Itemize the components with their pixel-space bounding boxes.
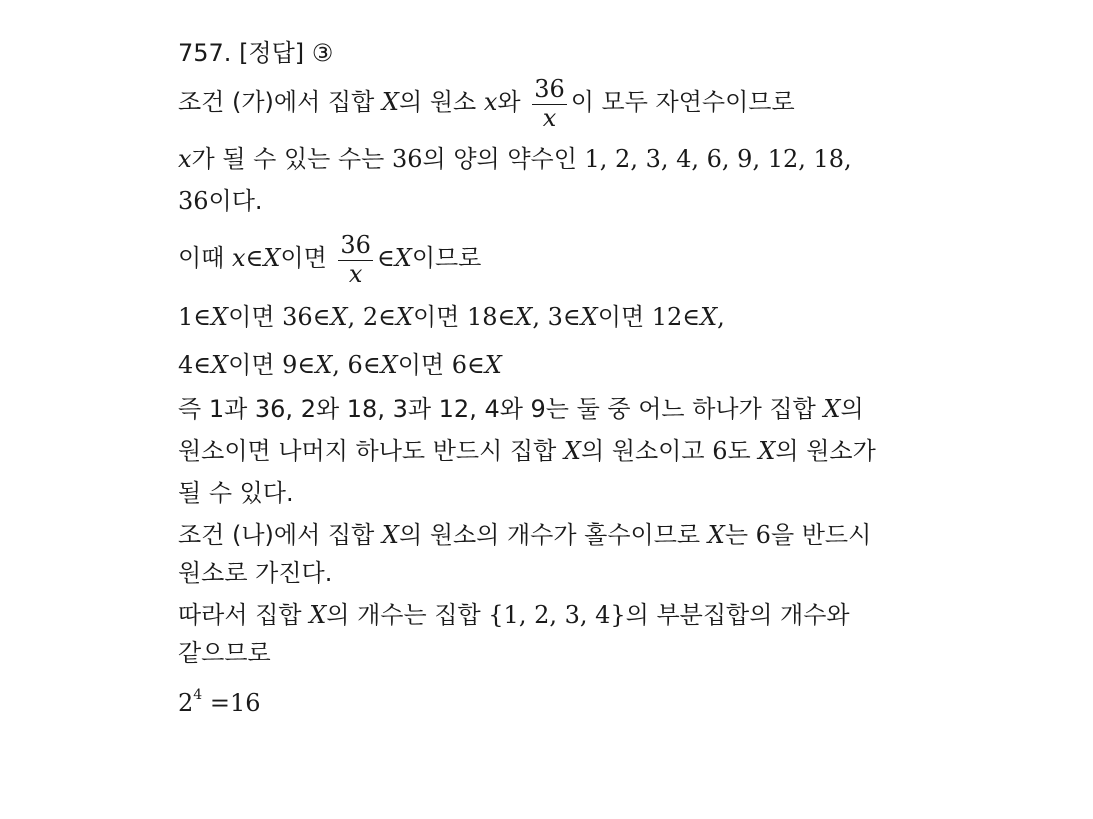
condition-b-line — [178, 520, 938, 550]
var-X: X — [315, 351, 333, 379]
element-of-symbol: ∈ — [376, 244, 395, 272]
var-X: X — [380, 351, 398, 379]
text: 도 — [727, 437, 759, 465]
text: 이면 — [412, 303, 467, 331]
var-X: X — [484, 351, 502, 379]
text: 이면 — [228, 303, 283, 331]
var-X: X — [394, 244, 412, 272]
var-x: x — [483, 88, 498, 116]
divisors-line-end — [178, 186, 938, 216]
explanation-line-3: 될 수 있다. — [178, 479, 294, 507]
math: 6∈ — [347, 351, 381, 379]
fraction-36-over-x — [338, 232, 373, 287]
var-x: x — [178, 145, 192, 173]
solution-document — [178, 38, 938, 718]
text: 따라서 집합 — [178, 601, 310, 629]
pairs-line-1 — [178, 302, 938, 332]
math: 36∈ — [282, 303, 331, 331]
var-X: X — [823, 395, 841, 423]
text: 이다. — [208, 187, 263, 215]
conclusion-line — [178, 600, 938, 630]
set-literal: {1, 2, 3, 4} — [488, 601, 626, 629]
power-base: 2 — [178, 689, 194, 717]
var-X: X — [515, 303, 533, 331]
text: 의 양의 약수인 — [422, 145, 585, 173]
result: =16 — [202, 689, 261, 717]
text: 의 — [840, 395, 864, 423]
number: 6 — [712, 437, 728, 465]
divisor-list: 1, 2, 3, 4, 6, 9, 12, 18, — [584, 145, 852, 173]
fraction-denominator: x — [348, 259, 363, 288]
math: 2∈ — [362, 303, 396, 331]
text: 와 — [497, 88, 529, 116]
var-X: X — [707, 521, 725, 549]
text: 이때 — [178, 244, 232, 272]
var-X: X — [263, 244, 281, 272]
math: 4∈ — [178, 351, 212, 379]
text: 이면 — [280, 244, 335, 272]
var-X: X — [211, 351, 229, 379]
text: 조건 (나)에서 집합 — [178, 521, 382, 549]
var-X: X — [309, 601, 327, 629]
condition-a-line — [178, 74, 938, 130]
var-X: X — [381, 88, 399, 116]
number: 36 — [178, 187, 209, 215]
text: 이면 — [397, 351, 452, 379]
punct: , — [332, 351, 348, 379]
text: 을 반드시 — [770, 521, 872, 549]
text: 가 될 수 있는 수는 — [191, 145, 392, 173]
explanation-line-2 — [178, 436, 938, 466]
var-X: X — [563, 437, 581, 465]
text: 이면 — [228, 351, 283, 379]
math: 12∈ — [651, 303, 701, 331]
text: 이므로 — [411, 244, 482, 272]
fraction-36-over-x — [532, 76, 567, 131]
final-answer — [178, 680, 938, 718]
text: 의 원소이고 — [581, 437, 713, 465]
fraction-numerator: 36 — [340, 230, 371, 259]
text: 조건 (가)에서 집합 — [178, 88, 382, 116]
condition-b-line-end: 원소로 가진다. — [178, 559, 333, 587]
fraction-denominator: x — [542, 103, 557, 132]
text: 이면 — [597, 303, 652, 331]
text: 의 원소가 — [775, 437, 876, 465]
number: 6 — [755, 521, 771, 549]
var-X: X — [395, 303, 413, 331]
text: 의 원소 — [399, 88, 484, 116]
var-x: x — [232, 244, 246, 272]
divisors-line — [178, 144, 938, 174]
text: 의 부분집합의 개수와 — [625, 601, 850, 629]
element-of-symbol: ∈ — [245, 244, 264, 272]
var-X: X — [700, 303, 718, 331]
var-X: X — [580, 303, 598, 331]
punct: , — [532, 303, 548, 331]
text: 의 개수는 집합 — [326, 601, 489, 629]
punct: , — [717, 303, 725, 331]
text: 이 모두 자연수이므로 — [570, 88, 795, 116]
var-X: X — [381, 521, 399, 549]
punct: , — [347, 303, 363, 331]
var-X: X — [330, 303, 348, 331]
membership-line — [178, 230, 938, 286]
fraction-numerator: 36 — [534, 74, 565, 103]
var-X: X — [758, 437, 776, 465]
text: 의 원소의 개수가 홀수이므로 — [399, 521, 708, 549]
problem-header: 757. [정답] ③ — [178, 39, 334, 67]
math: 1∈ — [178, 303, 212, 331]
text: 즉 1과 36, 2와 18, 3과 12, 4와 9는 둘 중 어느 하나가 집합 — [178, 395, 824, 423]
text: 는 — [724, 521, 756, 549]
power-exponent: 4 — [193, 687, 203, 703]
math: 6∈ — [451, 351, 485, 379]
math: 3∈ — [547, 303, 581, 331]
math: 18∈ — [466, 303, 516, 331]
math: 9∈ — [282, 351, 316, 379]
explanation-line-1 — [178, 394, 938, 424]
number: 36 — [391, 145, 423, 173]
pairs-line-2 — [178, 350, 938, 380]
conclusion-line-end: 같으므로 — [178, 639, 271, 667]
var-X: X — [211, 303, 229, 331]
text: 원소이면 나머지 하나도 반드시 집합 — [178, 437, 564, 465]
